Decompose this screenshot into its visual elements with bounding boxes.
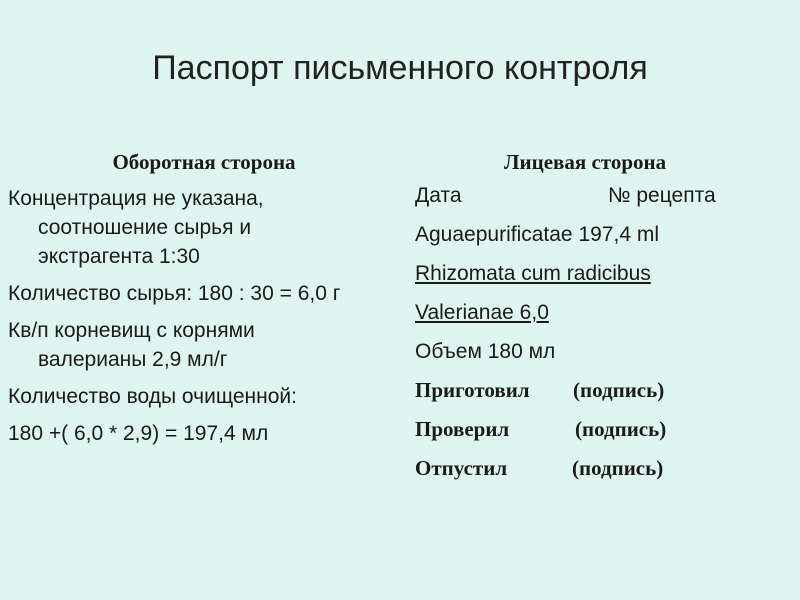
valerianae-line (415, 293, 795, 332)
water-calc-line: 180 +( 6,0 * 2,9) = 197,4 мл (8, 422, 269, 445)
dispensed-signature: (подпись) (572, 456, 664, 480)
recipe-number-label: № рецепта (608, 184, 716, 207)
concentration-line-1: Концентрация не указана, (8, 187, 264, 210)
water-line: Количество воды очищенной: (8, 385, 297, 408)
water-line: Aguaepurificatae 197,4 ml (415, 223, 659, 246)
concentration-line-3: экстрагента 1:30 (38, 245, 200, 268)
water-calc-paragraph (8, 419, 400, 448)
prepared-label: Приготовил (415, 378, 530, 402)
raw-material-line: Количество сырья: 180 : 30 = 6,0 г (8, 282, 341, 305)
coefficient-line-1: Кв/п корневищ с корнями (8, 319, 255, 342)
checked-signature: (подпись) (575, 417, 667, 441)
back-side-heading: Оборотная сторона (112, 150, 296, 174)
water-paragraph (8, 382, 400, 411)
prepared-row (415, 371, 795, 410)
date-label: Дата (415, 184, 462, 207)
coefficient-paragraph (8, 316, 400, 374)
dispensed-row (415, 449, 795, 488)
front-side-heading: Лицевая сторона (503, 150, 667, 174)
front-side-column (415, 148, 795, 488)
concentration-paragraph (8, 184, 400, 271)
page-title: Паспорт письменного контроля (152, 49, 648, 87)
dispensed-label: Отпустил (415, 456, 508, 480)
concentration-line-2: соотношение сырья и (38, 216, 252, 239)
checked-row (415, 410, 795, 449)
volume-line: Объем 180 мл (415, 340, 556, 363)
raw-material-paragraph (8, 279, 400, 308)
rhizomata-text: Rhizomata cum radicibus (415, 262, 651, 285)
checked-label: Проверил (415, 417, 510, 441)
valerianae-text: Valerianae 6,0 (415, 301, 549, 324)
rhizomata-line (415, 254, 795, 293)
coefficient-line-2: валерианы 2,9 мл/г (38, 348, 228, 371)
back-side-column (8, 148, 400, 448)
prepared-signature: (подпись) (573, 378, 665, 402)
date-recipe-row (415, 176, 795, 215)
